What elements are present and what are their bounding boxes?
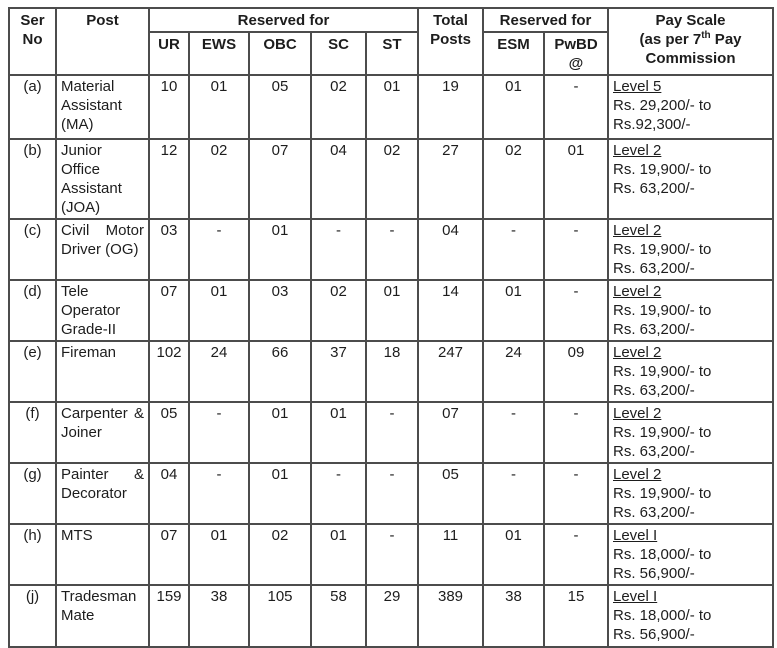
total-posts-cell: 27 [418, 139, 483, 219]
table-row [9, 75, 773, 139]
ur-cell: 05 [149, 402, 189, 463]
pay-level: Level 2 [613, 466, 662, 483]
obc-cell: 66 [249, 341, 311, 402]
esm-cell: - [483, 219, 544, 280]
post-cell: Fireman [56, 341, 149, 402]
pay-range-from: Rs. 18,000/- to [613, 546, 712, 563]
pay-range-from: Rs. 19,900/- to [613, 363, 712, 380]
sc-cell: - [311, 219, 366, 280]
ur-cell: 03 [149, 219, 189, 280]
ews-cell: - [189, 463, 249, 524]
pwbd-cell: - [544, 524, 608, 585]
col-header-ser-no: Ser No [9, 8, 56, 75]
ews-cell: 38 [189, 585, 249, 647]
st-cell: 29 [366, 585, 418, 647]
esm-cell: - [483, 402, 544, 463]
obc-cell: 01 [249, 219, 311, 280]
sc-cell: 02 [311, 280, 366, 341]
ser-no-cell: (e) [9, 341, 56, 402]
ser-no-cell: (a) [9, 75, 56, 139]
table-row [9, 219, 773, 280]
pay-range-to: Rs.92,300/- [613, 116, 691, 133]
pay-range-from: Rs. 19,900/- to [613, 485, 712, 502]
total-posts-cell: 11 [418, 524, 483, 585]
ur-cell: 07 [149, 524, 189, 585]
pwbd-cell: - [544, 219, 608, 280]
pwbd-cell: 09 [544, 341, 608, 402]
pay-scale-header-line2-text: (as per 7 [639, 31, 702, 48]
post-cell: Tele Operator Grade-II [56, 280, 149, 341]
table-row [9, 341, 773, 402]
pay-range-to: Rs. 63,200/- [613, 260, 695, 277]
esm-cell: 01 [483, 280, 544, 341]
pay-level: Level 2 [613, 142, 662, 159]
ser-no-cell: (f) [9, 402, 56, 463]
pay-scale-cell [608, 139, 773, 219]
esm-cell: 01 [483, 75, 544, 139]
sc-cell: - [311, 463, 366, 524]
sc-cell: 58 [311, 585, 366, 647]
sc-cell: 04 [311, 139, 366, 219]
ser-no-cell: (g) [9, 463, 56, 524]
col-header-reserved-for-secondary: Reserved for [483, 8, 608, 32]
esm-cell: 02 [483, 139, 544, 219]
post-cell: Painter & Decorator [56, 463, 149, 524]
st-cell: 01 [366, 75, 418, 139]
post-cell: Material Assistant (MA) [56, 75, 149, 139]
ur-cell: 07 [149, 280, 189, 341]
pay-level: Level 5 [613, 78, 662, 95]
table-row [9, 585, 773, 647]
total-posts-cell: 07 [418, 402, 483, 463]
obc-cell: 03 [249, 280, 311, 341]
table-row [9, 524, 773, 585]
total-posts-cell: 19 [418, 75, 483, 139]
col-header-pwbd [544, 32, 608, 75]
ser-no-cell: (c) [9, 219, 56, 280]
table-header [9, 8, 773, 75]
ur-cell: 12 [149, 139, 189, 219]
pay-range-to: Rs. 56,900/- [613, 565, 695, 582]
pay-range-to: Rs. 63,200/- [613, 382, 695, 399]
esm-cell: - [483, 463, 544, 524]
st-cell: - [366, 402, 418, 463]
sc-cell: 01 [311, 402, 366, 463]
pay-level: Level 2 [613, 283, 662, 300]
col-header-total-posts: Total Posts [418, 8, 483, 75]
sc-cell: 37 [311, 341, 366, 402]
ser-no-cell: (h) [9, 524, 56, 585]
st-cell: - [366, 463, 418, 524]
pay-scale-header-line2 [613, 30, 768, 49]
ews-cell: - [189, 219, 249, 280]
ews-cell: 24 [189, 341, 249, 402]
obc-cell: 05 [249, 75, 311, 139]
pay-range-from: Rs. 18,000/- to [613, 607, 712, 624]
sc-cell: 02 [311, 75, 366, 139]
vacancy-table [8, 7, 774, 648]
obc-cell: 01 [249, 402, 311, 463]
ur-cell: 04 [149, 463, 189, 524]
superscript-th: th [701, 30, 711, 41]
pay-range-to: Rs. 63,200/- [613, 180, 695, 197]
pwbd-cell: - [544, 402, 608, 463]
post-cell: Tradesman Mate [56, 585, 149, 647]
ser-no-cell: (d) [9, 280, 56, 341]
pay-scale-header-line2-tail: Pay [710, 31, 742, 48]
ur-cell: 10 [149, 75, 189, 139]
ur-cell: 102 [149, 341, 189, 402]
table-row [9, 280, 773, 341]
pay-range-from: Rs. 19,900/- to [613, 424, 712, 441]
pwbd-cell: 01 [544, 139, 608, 219]
col-header-ur: UR [149, 32, 189, 75]
ews-cell: 01 [189, 75, 249, 139]
st-cell: 02 [366, 139, 418, 219]
pay-scale-cell [608, 524, 773, 585]
ews-cell: 01 [189, 280, 249, 341]
ews-cell: - [189, 402, 249, 463]
pay-scale-header-line3: Commission [645, 50, 736, 67]
st-cell: - [366, 219, 418, 280]
post-cell: MTS [56, 524, 149, 585]
esm-cell: 38 [483, 585, 544, 647]
post-cell: Civil Motor Driver (OG) [56, 219, 149, 280]
col-header-post: Post [56, 8, 149, 75]
pwbd-cell: - [544, 75, 608, 139]
ews-cell: 01 [189, 524, 249, 585]
pwbd-cell: 15 [544, 585, 608, 647]
obc-cell: 01 [249, 463, 311, 524]
pwbd-cell: - [544, 280, 608, 341]
pay-level: Level I [613, 588, 658, 605]
pay-level: Level I [613, 527, 658, 544]
total-posts-cell: 05 [418, 463, 483, 524]
col-header-sc: SC [311, 32, 366, 75]
ews-cell: 02 [189, 139, 249, 219]
pay-scale-header-line1: Pay Scale [655, 12, 726, 29]
st-cell: 01 [366, 280, 418, 341]
pay-range-to: Rs. 63,200/- [613, 321, 695, 338]
pay-range-to: Rs. 63,200/- [613, 504, 695, 521]
post-cell: Junior Office Assistant (JOA) [56, 139, 149, 219]
ur-cell: 159 [149, 585, 189, 647]
pay-scale-cell [608, 280, 773, 341]
esm-cell: 01 [483, 524, 544, 585]
obc-cell: 105 [249, 585, 311, 647]
col-header-pay-scale [608, 8, 773, 75]
st-cell: 18 [366, 341, 418, 402]
ser-no-cell: (b) [9, 139, 56, 219]
total-posts-cell: 04 [418, 219, 483, 280]
pay-scale-cell [608, 219, 773, 280]
post-cell: Carpenter & Joiner [56, 402, 149, 463]
pay-scale-cell [608, 75, 773, 139]
pay-range-to: Rs. 63,200/- [613, 443, 695, 460]
pay-range-from: Rs. 19,900/- to [613, 241, 712, 258]
pay-scale-cell [608, 402, 773, 463]
pay-range-from: Rs. 19,900/- to [613, 302, 712, 319]
st-cell: - [366, 524, 418, 585]
obc-cell: 07 [249, 139, 311, 219]
pwbd-at-symbol: @ [568, 55, 584, 72]
col-header-obc: OBC [249, 32, 311, 75]
table-body [9, 75, 773, 647]
col-header-ews: EWS [189, 32, 249, 75]
pay-range-from: Rs. 29,200/- to [613, 97, 712, 114]
pwbd-label: PwBD [554, 36, 598, 53]
pwbd-cell: - [544, 463, 608, 524]
col-header-reserved-for: Reserved for [149, 8, 418, 32]
pay-level: Level 2 [613, 405, 662, 422]
table-row [9, 139, 773, 219]
obc-cell: 02 [249, 524, 311, 585]
header-row-primary [9, 8, 773, 32]
col-header-esm: ESM [483, 32, 544, 75]
col-header-st: ST [366, 32, 418, 75]
total-posts-cell: 14 [418, 280, 483, 341]
pay-range-from: Rs. 19,900/- to [613, 161, 712, 178]
sc-cell: 01 [311, 524, 366, 585]
pay-level: Level 2 [613, 222, 662, 239]
table-row [9, 463, 773, 524]
pay-range-to: Rs. 56,900/- [613, 626, 695, 643]
total-posts-cell: 247 [418, 341, 483, 402]
pay-level: Level 2 [613, 344, 662, 361]
esm-cell: 24 [483, 341, 544, 402]
pay-scale-cell [608, 341, 773, 402]
table-row [9, 402, 773, 463]
total-posts-cell: 389 [418, 585, 483, 647]
ser-no-cell: (j) [9, 585, 56, 647]
pay-scale-cell [608, 463, 773, 524]
pay-scale-cell [608, 585, 773, 647]
